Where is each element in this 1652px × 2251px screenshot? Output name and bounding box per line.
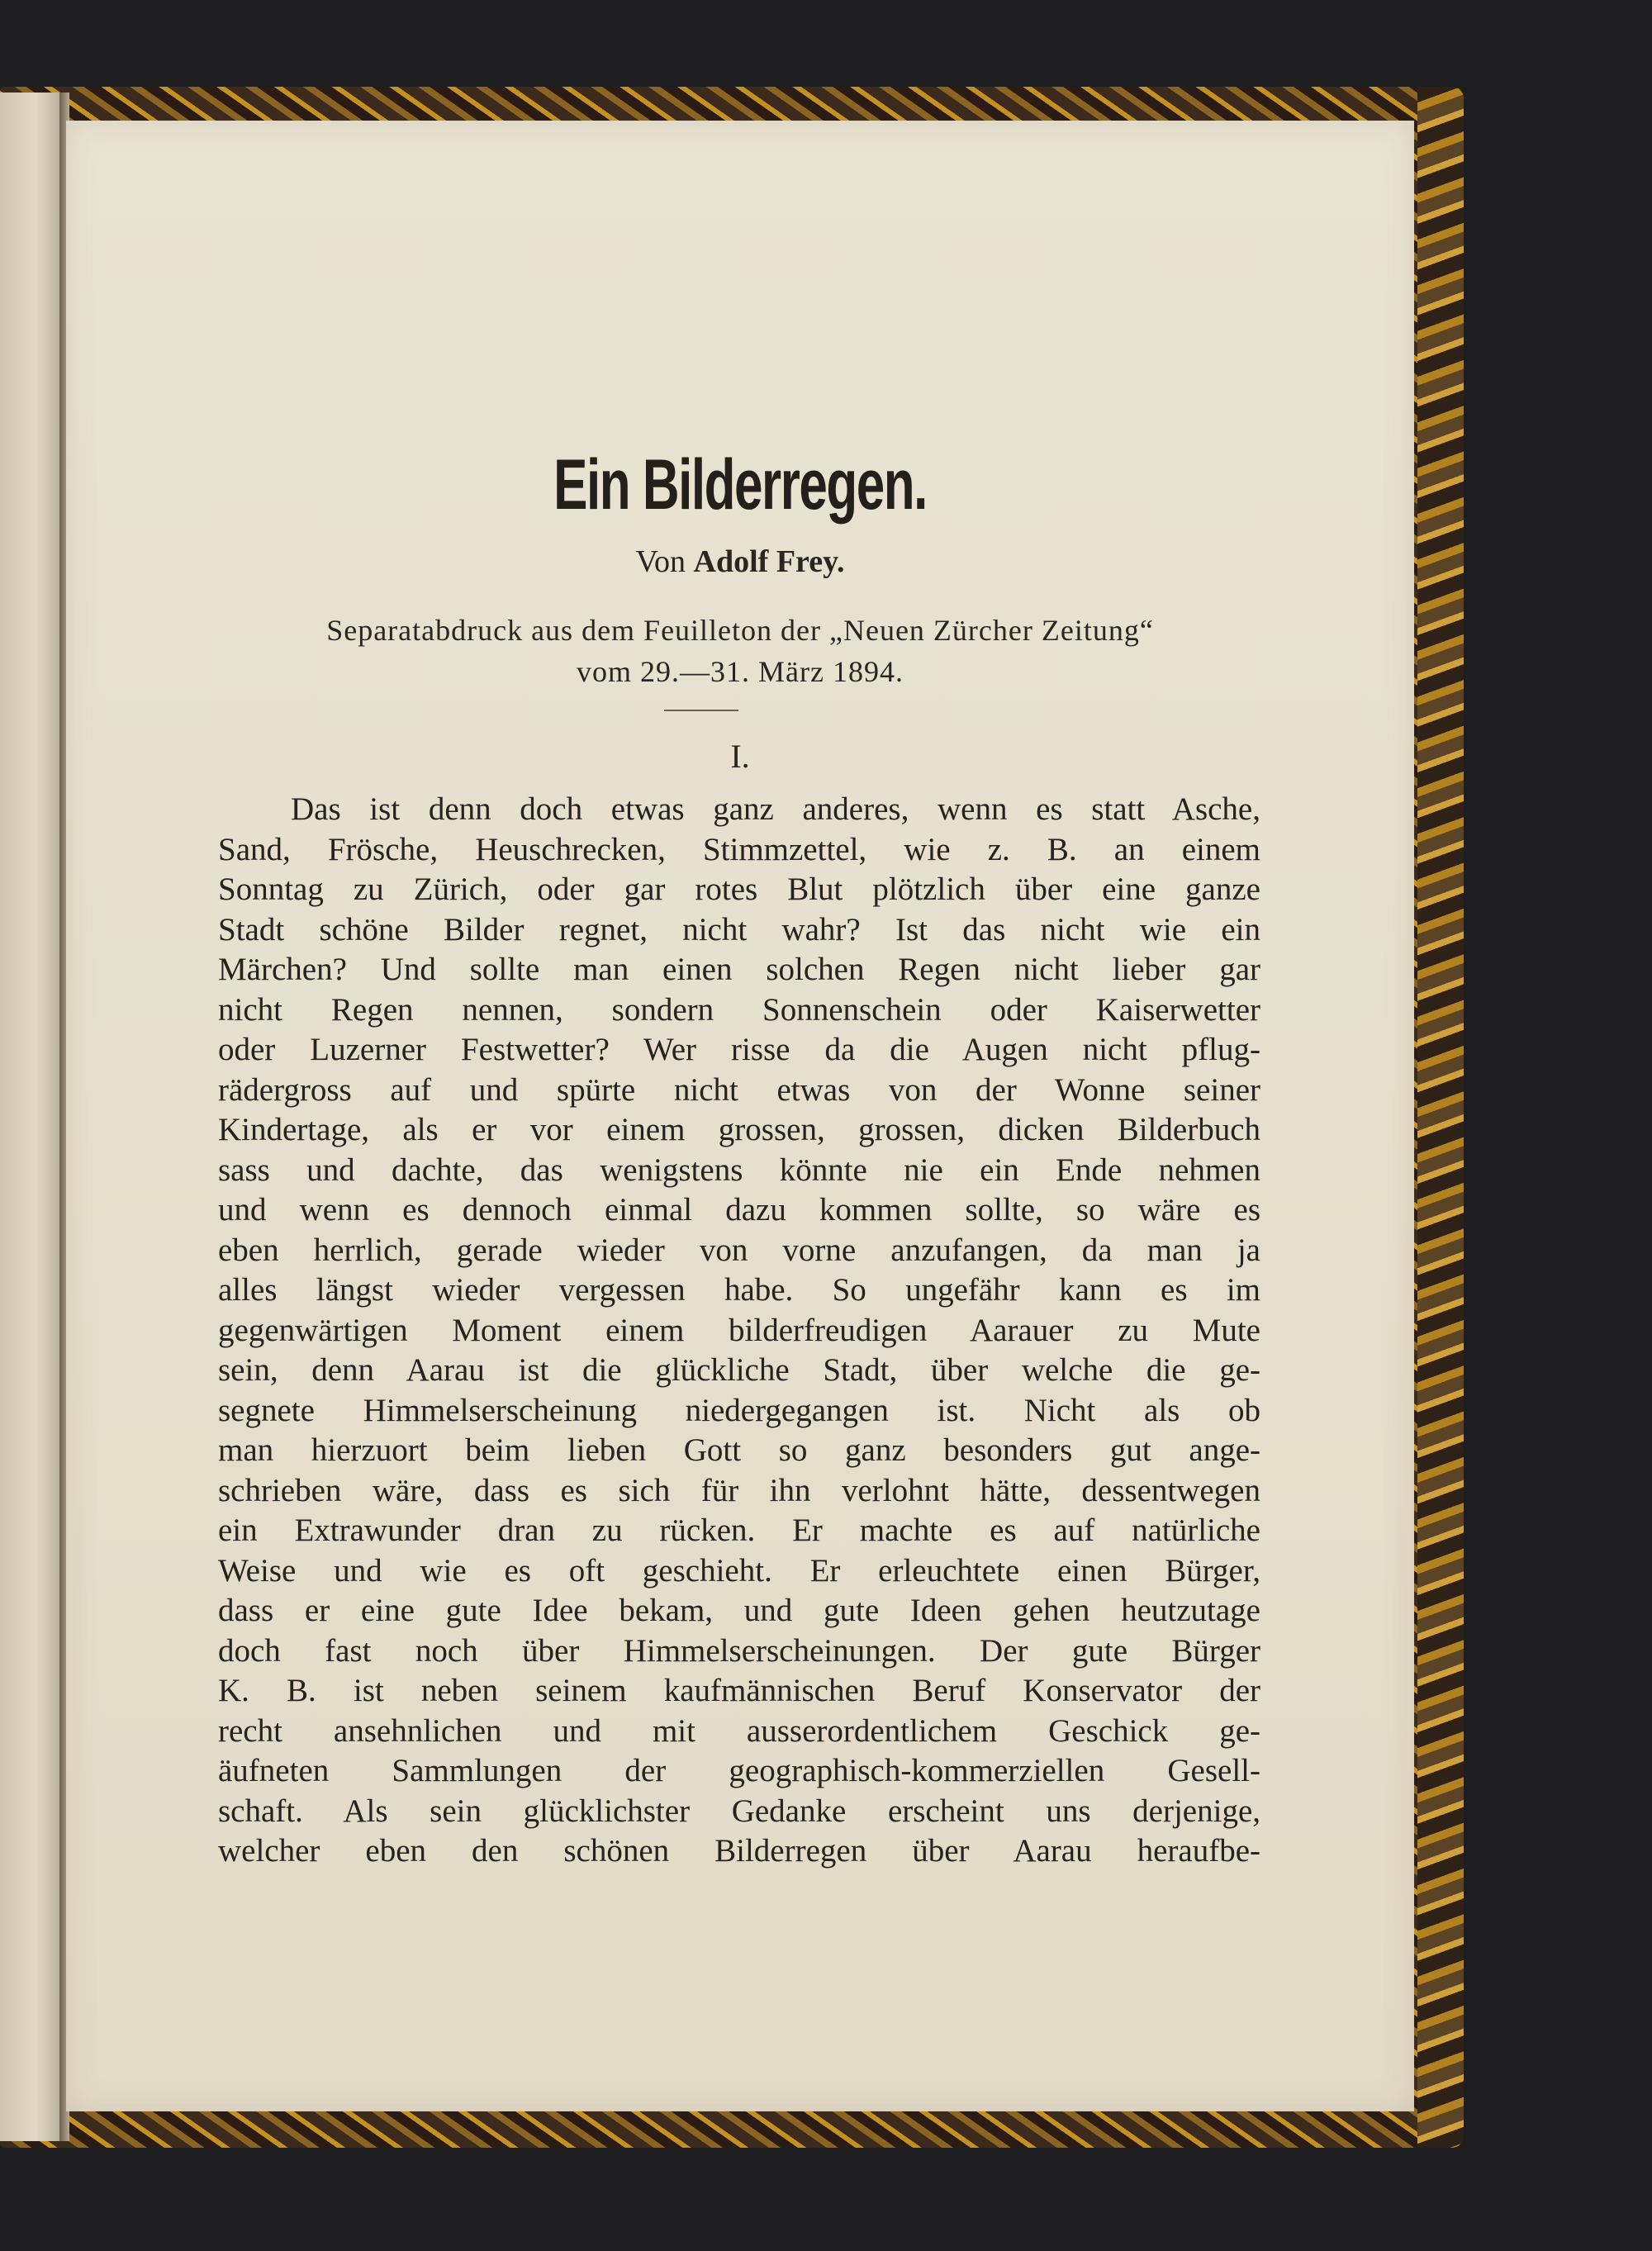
byline	[66, 544, 1414, 580]
byline-prefix: Von	[635, 544, 686, 579]
text-line: äufneten Sammlungen der geographisch-kommerziellen Gesell-	[218, 1753, 1260, 1788]
text-line: Weise und wie es oft geschieht. Er erleuchtete einen Bürger,	[218, 1552, 1260, 1589]
text-line: und wenn es dennoch einmal dazu kommen sollte, so wäre es	[218, 1192, 1260, 1228]
text-line: Sand, Frösche, Heuschrecken, Stimmzettel, wie z. B. an einem	[218, 831, 1260, 867]
text-line: recht ansehnlichen und mit ausserordentlichem Geschick ge-	[218, 1712, 1260, 1749]
text-line: alles längst wieder vergessen habe. So ungefähr kann es im	[218, 1272, 1260, 1308]
text-line: ein Extrawunder dran zu rücken. Er machte es auf natürliche	[218, 1513, 1260, 1548]
text-line: schaft. Als sein glücklichster Gedanke erscheint uns derjenige,	[218, 1793, 1260, 1829]
text-line: K. B. ist neben seinem kaufmännischen Beruf Konservator der	[218, 1673, 1260, 1708]
text-line: man hierzuort beim lieben Gott so ganz besonders gut ange-	[218, 1432, 1260, 1468]
text-line: oder Luzerner Festwetter? Wer risse da die Augen nicht pflug-	[218, 1032, 1260, 1067]
divider-rule	[664, 710, 738, 711]
left-page-edge	[0, 93, 62, 2141]
separatabdruck-line-1: Separatabdruck aus dem Feuilleton der „Neuen Zürcher Zeitung“	[326, 614, 1154, 647]
text-line: Stadt schöne Bilder regnet, nicht wahr? Ist das nicht wie ein	[218, 911, 1260, 947]
text-line: rädergross auf und spürte nicht etwas von der Wonne seiner	[218, 1071, 1260, 1108]
text-line: dass er eine gute Idee bekam, und gute Ideen gehen heutzutage	[218, 1593, 1260, 1628]
author-name: Adolf Frey.	[693, 544, 845, 579]
text-line: gegenwärtigen Moment einem bilderfreudigen Aarauer zu Mute	[218, 1312, 1260, 1348]
text-line: eben herrlich, gerade wieder von vorne anzufangen, da man ja	[218, 1232, 1260, 1268]
marbled-cover-edge	[1417, 87, 1464, 2148]
separatabdruck-line-2: vom 29.—31. März 1894.	[577, 655, 904, 688]
text-line: schrieben wäre, dass es sich für ihn verlohnt hätte, dessentwegen	[218, 1472, 1260, 1508]
text-line: sass und dachte, das wenigstens könnte nie ein Ende nehmen	[218, 1152, 1260, 1188]
text-line: Märchen? Und sollte man einen solchen Regen nicht lieber gar	[218, 952, 1260, 987]
document-title: Ein Bilderregen.	[553, 445, 927, 525]
text-line: segnete Himmelserscheinung niedergegangen ist. Nicht als ob	[218, 1392, 1260, 1428]
text-line: nicht Regen nennen, sondern Sonnenschein oder Kaiserwetter	[218, 991, 1260, 1028]
section-number: I.	[730, 738, 750, 775]
text-line: sein, denn Aarau ist die glückliche Stadt, über welche die ge-	[218, 1352, 1260, 1388]
text-line: welcher eben den schönen Bilderregen über Aarau heraufbe-	[218, 1833, 1260, 1869]
text-line: doch fast noch über Himmelserscheinungen. Der gute Bürger	[218, 1632, 1260, 1669]
book-page	[66, 121, 1414, 2111]
text-line: Kindertage, als er vor einem grossen, grossen, dicken Bilderbuch	[218, 1112, 1260, 1147]
body-text	[218, 790, 1260, 1872]
text-line: Das ist denn doch etwas ganz anderes, wenn es statt Asche,	[291, 791, 1260, 827]
text-line: Sonntag zu Zürich, oder gar rotes Blut plötzlich über eine ganze	[218, 871, 1260, 907]
